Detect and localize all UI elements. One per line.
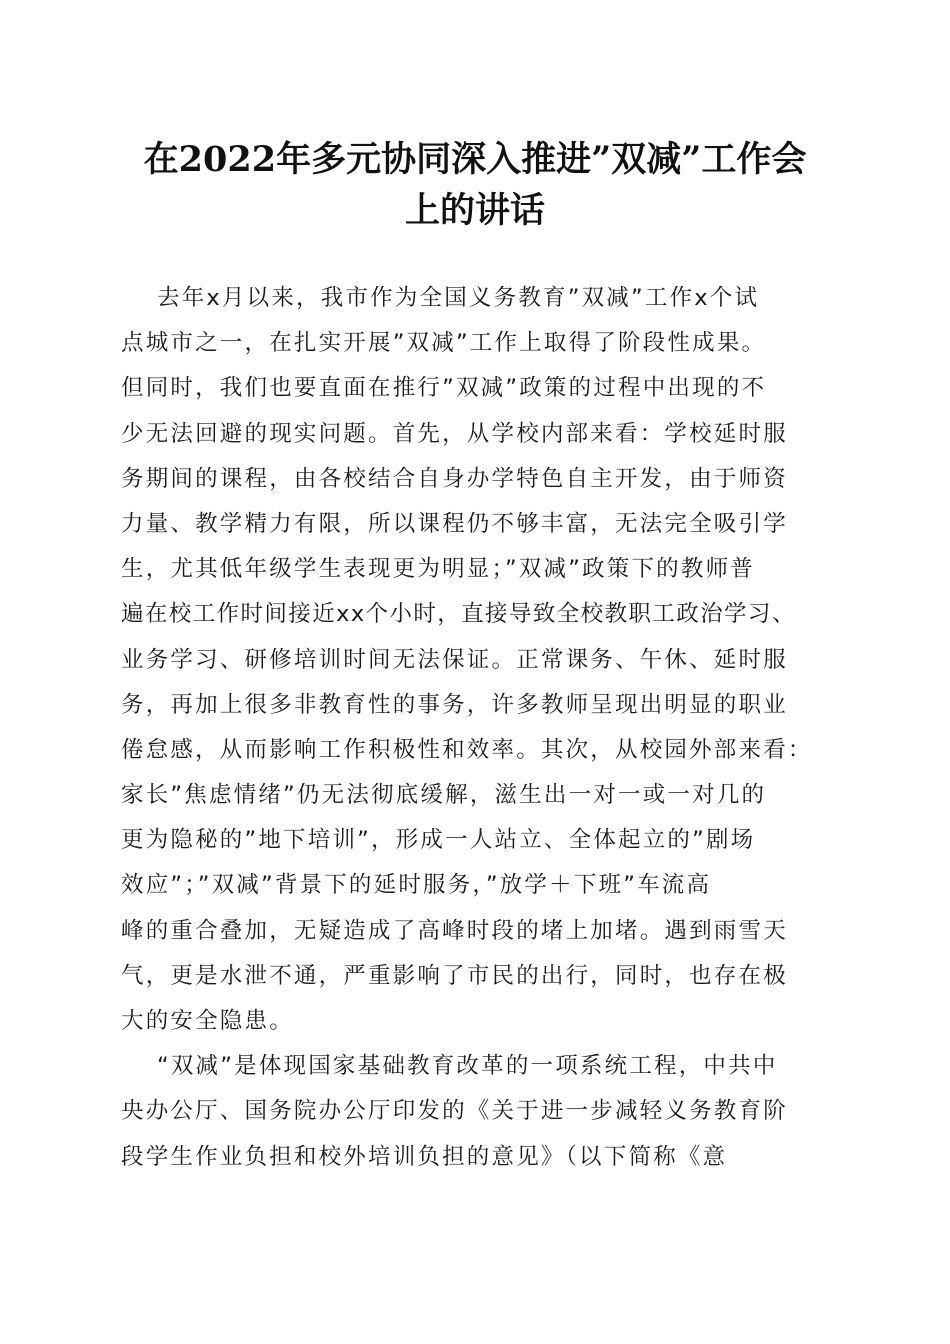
paragraph-line: 务期间的课程，由各校结合自身办学特色自主开发，由于师资: [121, 465, 788, 492]
paragraph-line: 业务学习、研修培训时间无法保证。正常课务、午休、延时服: [121, 646, 788, 673]
paragraph-line: 气，更是水泄不通，严重影响了市民的出行，同时，也存在极: [121, 962, 788, 989]
paragraph-line: 力量、教学精力有限，所以课程仍不够丰富，无法完全吸引学: [121, 510, 788, 537]
document-body: [121, 276, 833, 1180]
paragraph-line: 务，再加上很多非教育性的事务，许多教师呈现出明显的职业: [121, 691, 788, 718]
paragraph-2: [121, 1044, 833, 1180]
title-line-1: 在2022年多元协同深入推进”双减”工作会: [143, 139, 807, 180]
paragraph-line: 大的安全隐患。: [121, 1008, 294, 1034]
paragraph-line: 效应”；”双减”背景下的延时服务，”放学＋下班”车流高: [121, 872, 712, 899]
paragraph-line: 央办公厅、国务院办公厅印发的《关于进一步减轻义务教育阶: [121, 1098, 788, 1125]
paragraph-line: 家长”焦虑情绪”仍无法彻底缓解，滋生出一对一或一对几的: [121, 782, 767, 809]
title-line-2: 上的讲话: [404, 190, 545, 231]
paragraph-line: 段学生作业负担和校外培训负担的意见》（以下简称《意: [121, 1143, 728, 1170]
paragraph-line: 去年x月以来，我市作为全国义务教育”双减”工作x个试: [157, 285, 760, 311]
paragraph-line: 但同时，我们也要直面在推行”双减”政策的过程中出现的不: [121, 375, 767, 402]
paragraph-line: 遍在校工作时间接近xx个小时，直接导致全校教职工政治学习、: [121, 601, 796, 628]
paragraph-line: 少无法回避的现实问题。首先，从学校内部来看：学校延时服: [121, 420, 788, 447]
paragraph-line: “双减”是体现国家基础教育改革的一项系统工程，中共中: [157, 1053, 778, 1080]
paragraph-line: 点城市之一，在扎实开展”双减”工作上取得了阶段性成果。: [121, 330, 767, 357]
document-title: [100, 134, 850, 236]
paragraph-line: 更为隐秘的”地下培训”，形成一人站立、全体起立的”剧场: [121, 827, 756, 854]
paragraph-line: 倦怠感，从而影响工作积极性和效率。其次，从校园外部来看：: [121, 736, 813, 763]
paragraph-line: 峰的重合叠加，无疑造成了高峰时段的堵上加堵。遇到雨雪天: [121, 917, 788, 944]
paragraph-1: [121, 276, 833, 1044]
paragraph-line: 生，尤其低年级学生表现更为明显；”双减”政策下的教师普: [121, 556, 755, 583]
